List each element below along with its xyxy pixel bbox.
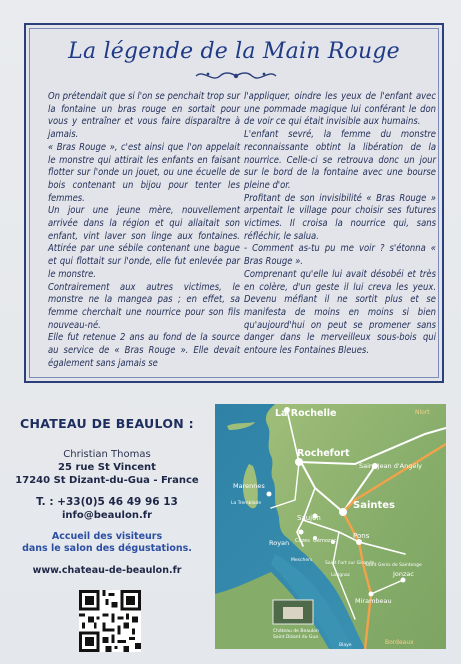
contact-email[interactable]: info@beaulon.fr [61,510,153,521]
contact-city: 17240 St Dizant-du-Gua - France [15,475,199,486]
city-marker [401,578,406,583]
legend-paragraph: - Comment as-tu pu me voir ? s'étonna « Bras Rouge ». [244,243,436,268]
website-link[interactable]: www.chateau-de-beaulon.fr [32,565,182,576]
map-label-lorignac: Lorignac [331,573,351,578]
map-label-mirambeau: Mirambeau [355,597,392,605]
city-marker [299,530,304,535]
visitors-note [14,531,200,555]
map-label-marennes: Marennes [233,482,265,490]
map-label-la-tremblade: La Tremblade [231,501,262,506]
map-label-la-rochelle: La Rochelle [275,408,337,419]
visitors-line: dans le salon des dégustations. [22,543,192,554]
map-label-saint-jean: Saint Jean d'Angély [359,462,422,470]
legend-paragraph: Profitant de son invisibilité « Bras Rouge » arpentait le village pour choisir ses futures victimes. Il croisa la nourrice qui, sans réfléchir, le salua. [244,192,436,242]
contact-phone: T. : +33(0)5 46 49 96 13 [36,496,178,508]
map-label-royan: Royan [269,539,290,547]
map-label-niort: Niort [415,409,430,416]
map-label-gemozac: Gémozac [313,538,337,544]
city-marker [339,508,347,516]
map-label-pons: Pons [353,532,370,540]
city-marker [369,592,374,597]
map-label-saint-fort: Saint Fort sur Gironde [325,561,375,566]
map-label-cozes: Cozes [295,538,310,544]
legend-paragraph: Comprenant qu'elle lui avait désobéi et très en colère, d'un geste il lui creva les yeux. Devenu méfiant il ne sortit plus et se manifesta de moins en moins si bien qu'aujourd'hui on peut se promener sans danger dans le merveilleux sous-bois qui entoure les Fontaines Bleues. [244,268,436,357]
map-label-saint-genis: Saint Genis de Saintonge [365,563,422,568]
legend-title: La légende de la Main Rouge [68,39,400,64]
legend-paragraph: Elle fut retenue 2 ans au fond de la source au service de « Bras Rouge ». Elle devait également sans jamais se [48,332,240,369]
map-label-rochefort: Rochefort [297,448,350,459]
map-label-meschers: Meschers [291,558,313,563]
contact-name: Christian Thomas [63,449,151,460]
contact-street: 25 rue St Vincent [58,462,156,473]
region-map [215,404,446,649]
legend-frame [24,23,444,383]
qr-code-icon [79,590,141,652]
legend-column-left [48,91,240,370]
contact-heading: CHATEAU DE BEAULON : [20,416,194,431]
contact-block [14,388,200,576]
map-label-jonzac: Jonzac [393,570,414,578]
ornament-divider-icon [194,69,278,83]
legend-paragraph: On prétendait que si l'on se penchait trop sur la fontaine un bras rouge en sortait pour vous y entraîner et vous faire disparaître à jamais. [48,91,241,141]
legend-paragraph: Un jour une jeune mère, nouvellement arrivée dans la région et qui allaitait son enfant, vint laver son linge aux fontaines. Attirée par une sébile contenant une bague et qui flottait sur l'onde, elle fut enlevée par le monstre. [48,205,240,280]
map-label-blaye: Blaye [339,643,352,648]
legend-paragraph: « Bras Rouge », c'est ainsi que l'on appelait le monstre qui attirait les enfants en faisant flotter sur l'onde un jouet, ou une écuelle de bois contenant un bijou pour tenter les femmes. [48,141,240,204]
map-label-bordeaux: Bordeaux [385,639,414,646]
map-label-chateau: Château de Beaulon [273,629,319,634]
legend-paragraph: Contrairement aux autres victimes, le monstre ne la mangea pas ; en effet, sa femme cherchait une nourrice pour son fils nouveau-né. [48,281,240,331]
city-marker [267,492,272,497]
visitors-line: Accueil des visiteurs [51,531,163,542]
map-label-saujon: Saujon [297,514,321,522]
city-marker [295,458,303,466]
map-label-chateau-place: Saint Dizant du Gua [273,635,319,640]
legend-column-right [244,91,436,358]
legend-paragraph: l'appliquer, oindre les yeux de l'enfant avec une pommade magique lui conférant le don de voir ce qui était invisible aux humains. [244,91,436,128]
map-label-saintes: Saintes [353,500,396,511]
legend-paragraph: L'enfant sevré, la femme du monstre reconnaissante obtint la libération de la nourrice. Celle-ci se retrouva donc un jour sur le bord de la fontaine avec une bourse pleine d'or. [244,129,436,191]
chateau-photo-building [283,607,303,619]
